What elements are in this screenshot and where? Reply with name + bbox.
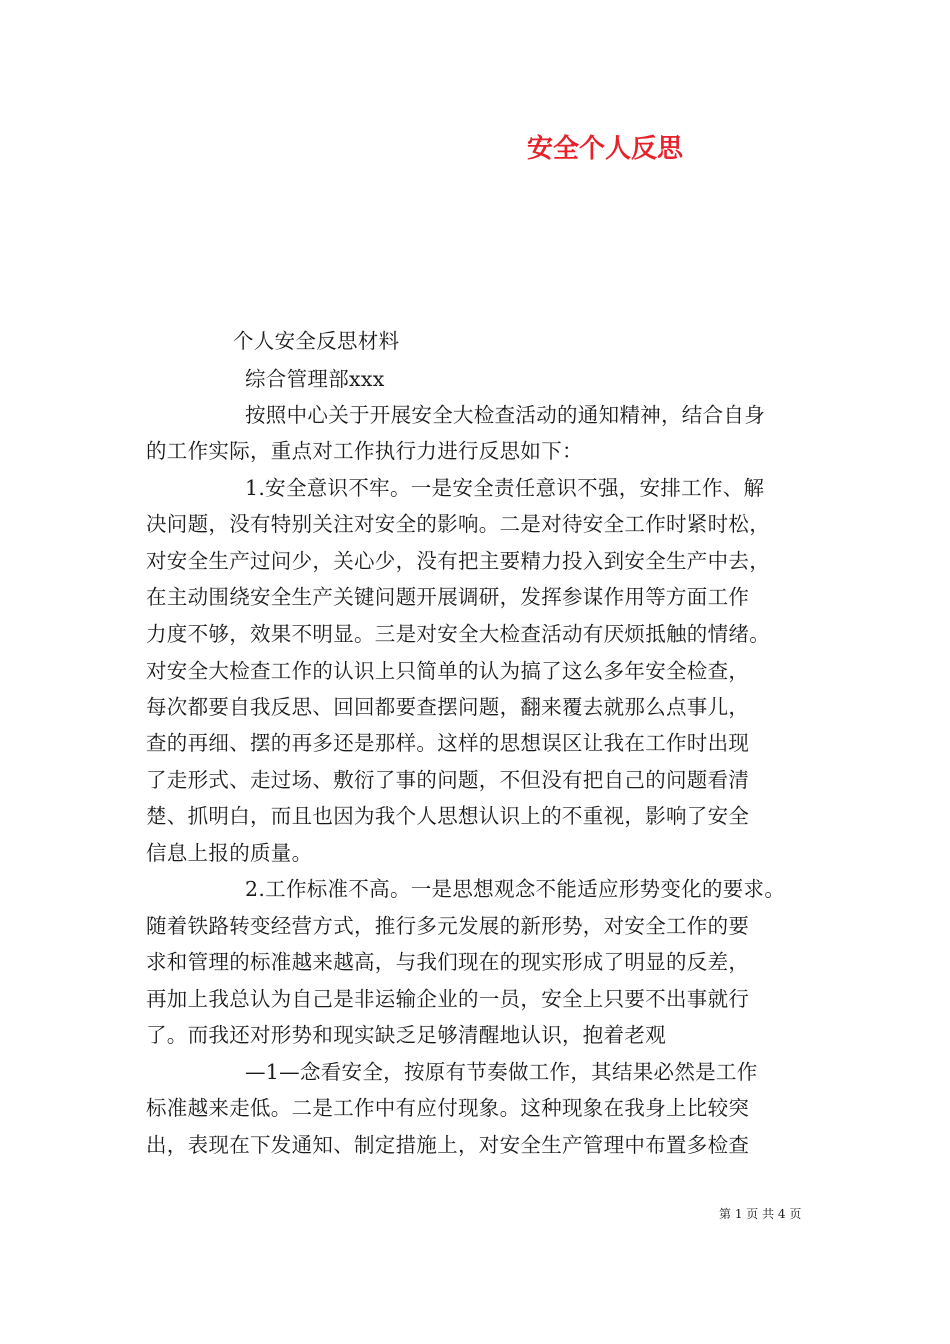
text-line: 综合管理部xxx (245, 367, 385, 391)
text-line: 出，表现在下发通知、制定措施上，对安全生产管理中布置多检查 (146, 1133, 750, 1157)
text-line: 楚、抓明白，而且也因为我个人思想认识上的不重视，影响了安全 (146, 804, 750, 828)
text-line: 个人安全反思材料 (233, 329, 400, 353)
text-line: 随着铁路转变经营方式，推行多元发展的新形势，对安全工作的要 (146, 914, 750, 938)
text-line: 对安全生产过问少，关心少，没有把主要精力投入到安全生产中去， (146, 549, 770, 573)
text-line: 查的再细、摆的再多还是那样。这样的思想误区让我在工作时出现 (146, 731, 750, 755)
text-line: 每次都要自我反思、回回都要查摆问题，翻来覆去就那么点事儿， (146, 695, 750, 719)
text-line: 再加上我总认为自己是非运输企业的一员，安全上只要不出事就行 (146, 987, 750, 1011)
text-line: —1—念看安全，按原有节奏做工作，其结果必然是工作 (245, 1060, 758, 1084)
page-number-footer: 第 1 页 共 4 页 (719, 1207, 802, 1221)
text-line: 了走形式、走过场、敷衍了事的问题，不但没有把自己的问题看清 (146, 768, 750, 792)
text-line: 了。而我还对形势和现实缺乏足够清醒地认识，抱着老观 (146, 1023, 666, 1047)
text-line: 在主动围绕安全生产关键问题开展调研，发挥参谋作用等方面工作 (146, 585, 750, 609)
document-title: 安全个人反思 (527, 134, 684, 164)
text-line: 求和管理的标准越来越高，与我们现在的现实形成了明显的反差， (146, 950, 750, 974)
text-line: 对安全大检查工作的认识上只简单的认为搞了这么多年安全检查， (146, 659, 750, 683)
text-line: 2.工作标准不高。一是思想观念不能适应形势变化的要求。 (245, 877, 786, 901)
text-line: 力度不够，效果不明显。三是对安全大检查活动有厌烦抵触的情绪。 (146, 622, 770, 646)
text-line: 按照中心关于开展安全大检查活动的通知精神，结合自身 (245, 403, 765, 427)
text-line: 信息上报的质量。 (146, 841, 313, 865)
text-line: 标准越来走低。二是工作中有应付现象。这种现象在我身上比较突 (146, 1096, 750, 1120)
text-line: 的工作实际，重点对工作执行力进行反思如下： (146, 439, 583, 463)
text-line: 决问题，没有特别关注对安全的影响。二是对待安全工作时紧时松， (146, 512, 770, 536)
text-line: 1.安全意识不牢。一是安全责任意识不强，安排工作、解 (245, 476, 765, 500)
